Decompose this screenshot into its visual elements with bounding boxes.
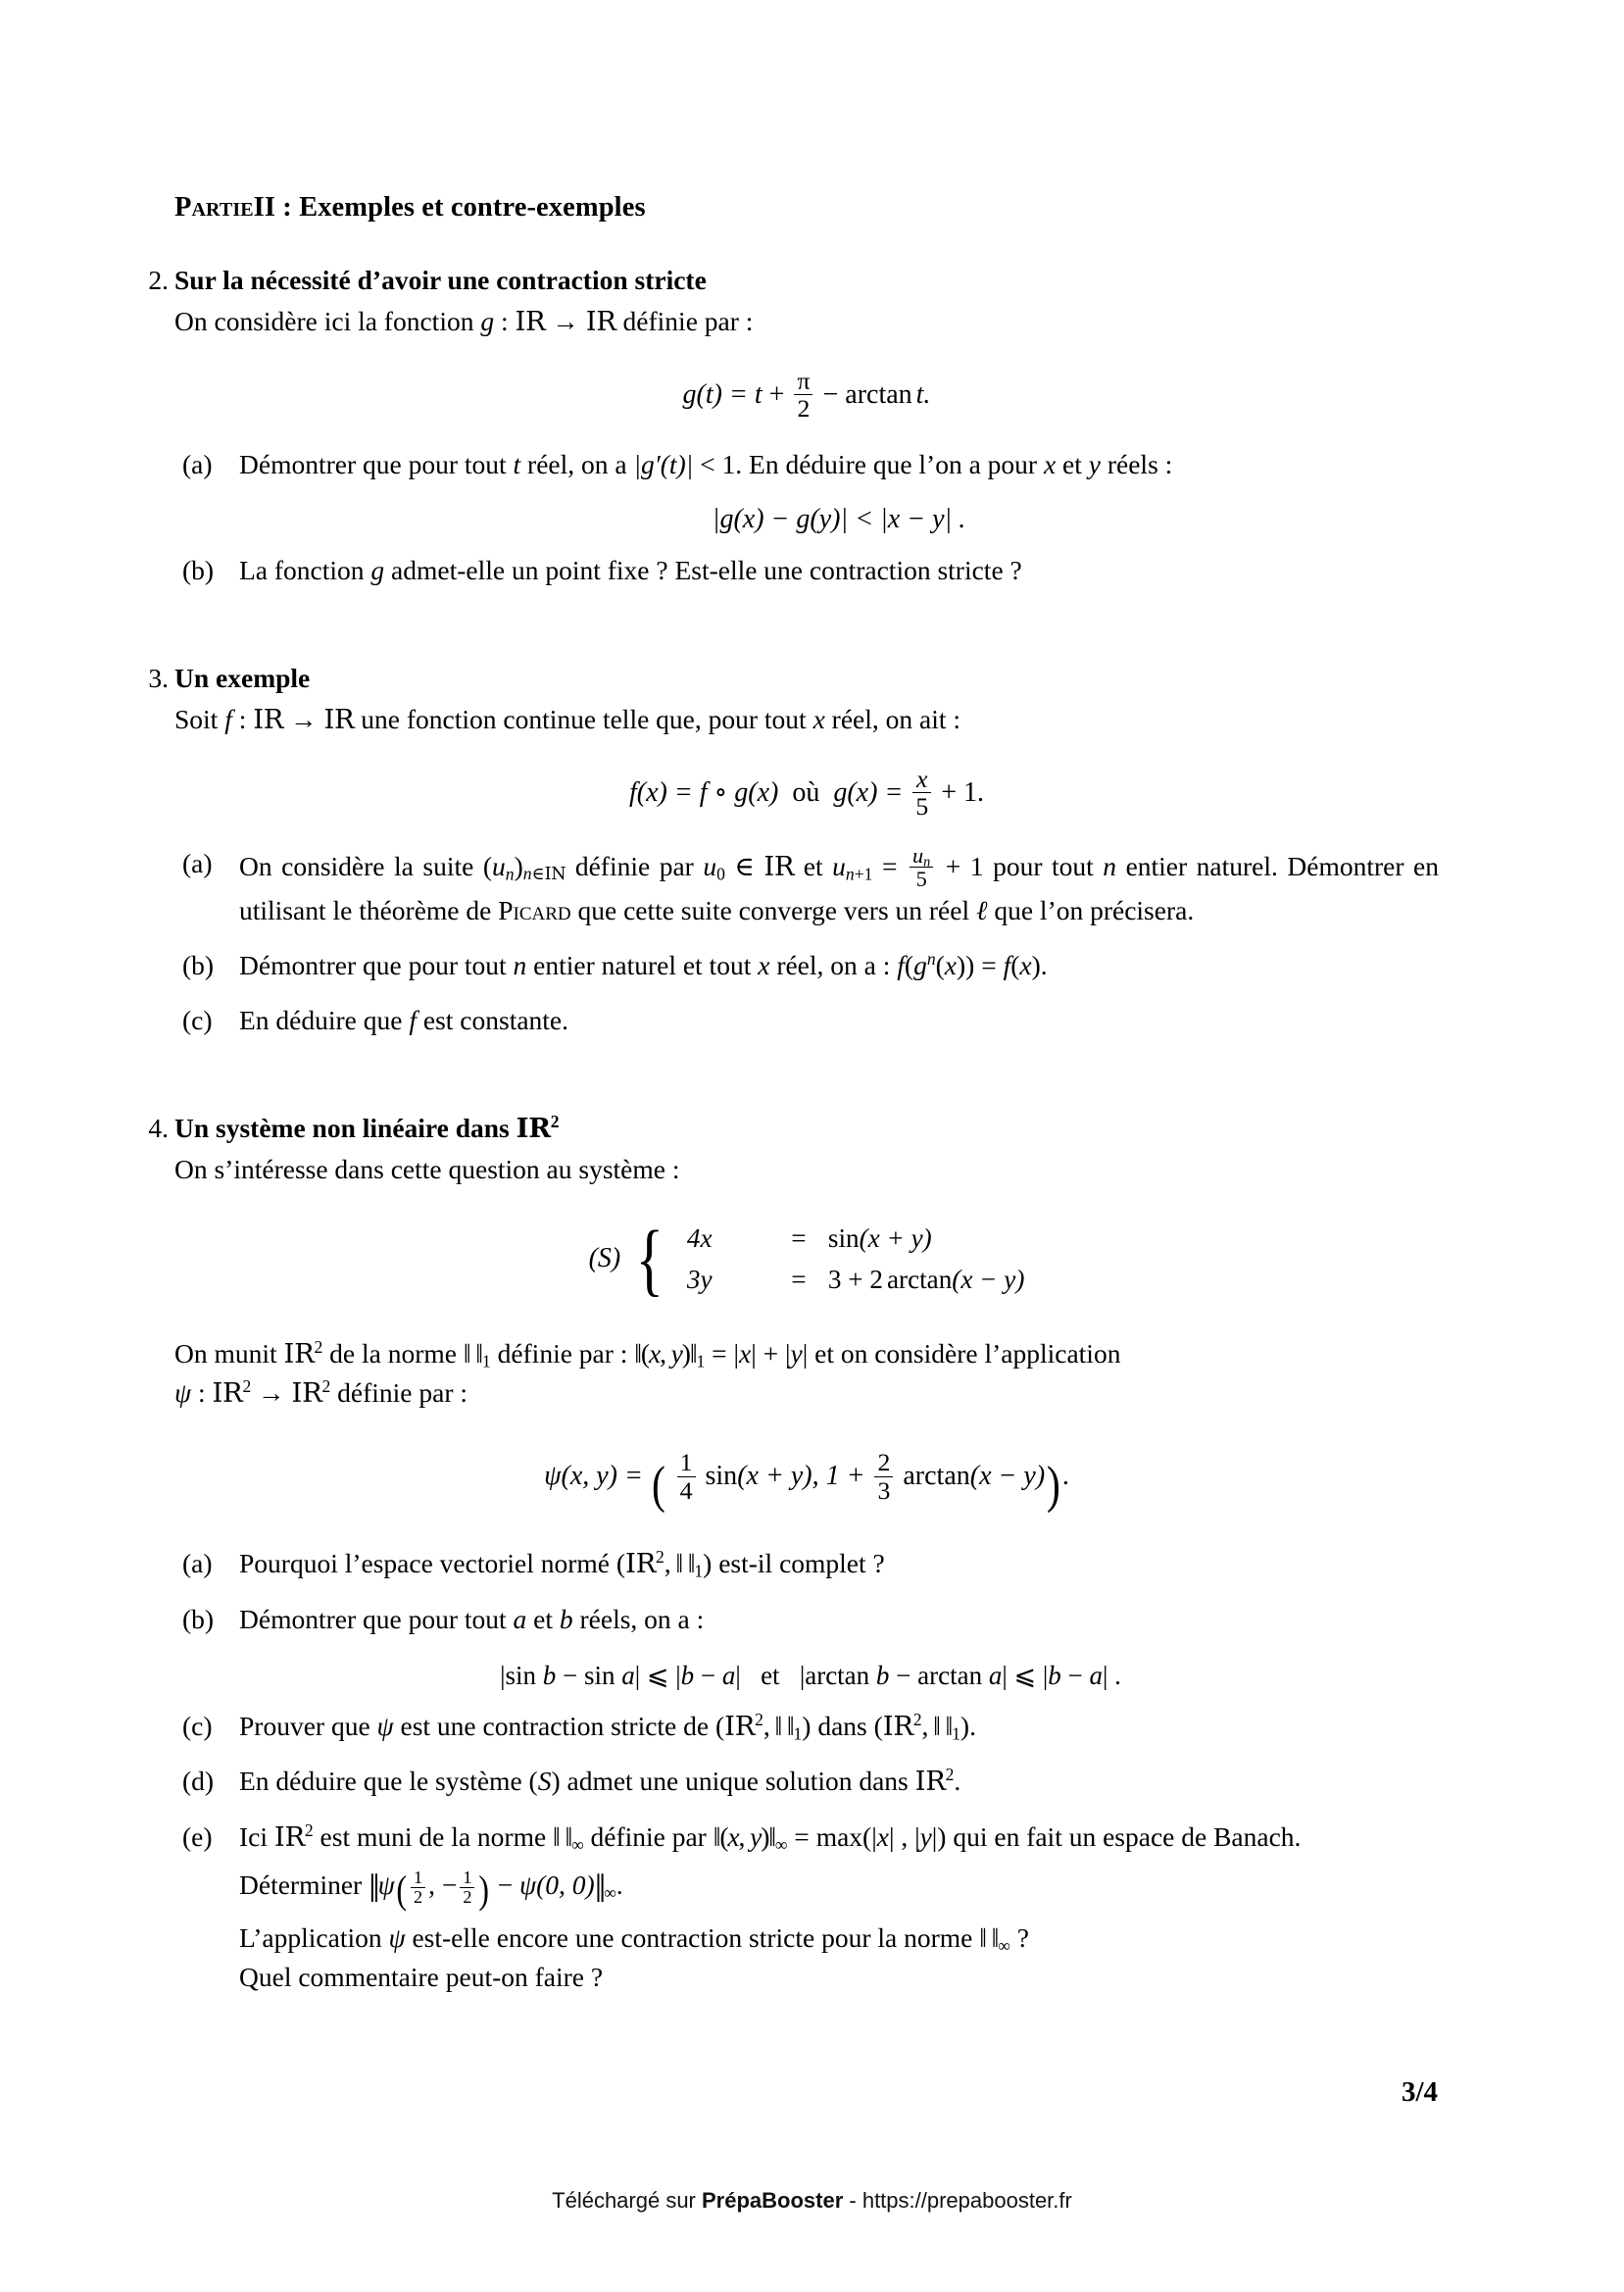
q3-c-text-1: En déduire que [239, 1004, 410, 1035]
q4-item-c [174, 1707, 1439, 1747]
table-row [671, 1259, 1025, 1300]
q2-a-text-1: Démontrer que pour tout [239, 449, 514, 480]
q4-norm-power: 2 [314, 1336, 323, 1357]
q2-intro-reals-1: IR [515, 306, 546, 337]
q2-b-text-1: La fonction [239, 555, 371, 586]
q2-eq-minus: − [822, 378, 839, 410]
q3-item-a [174, 844, 1439, 930]
q2-intro-text-b: définie par : [615, 306, 754, 336]
q4-e-line2-paren-close: ) [478, 1867, 490, 1912]
q4-norm-bars-sub: 1 [481, 1351, 491, 1371]
q3-a-text-1: On considère la suite [239, 850, 483, 881]
q4-e-line3-text-2: est-elle encore une contraction stricte pour la norme [405, 1921, 980, 1953]
q4-psi-display [174, 1448, 1439, 1514]
q2-a-text-2: réel, on a [520, 449, 634, 480]
q4-psi-frac2-den: 3 [874, 1476, 893, 1504]
q4-heading-power: 2 [550, 1111, 560, 1131]
q4-psi-display-lhs: ψ(x, y) = [544, 1461, 643, 1492]
left-paren-icon: ( [651, 1455, 665, 1514]
q4-psi-fraction-1 [677, 1449, 696, 1504]
q4-e-reals: IR [273, 1821, 305, 1854]
right-paren-icon: ) [1047, 1455, 1060, 1514]
q4-e-line2-end: . [615, 1868, 623, 1900]
q3-a-text-5: entier naturel. Démontrer en utilisant le théorème de [239, 850, 1440, 925]
question-2-number: 2. [148, 265, 169, 295]
q4-sys-row1-eq: = [791, 1265, 807, 1295]
q2-a-text-5: réels : [1100, 449, 1173, 480]
q3-b-n: n [513, 949, 527, 980]
question-2-heading: Sur la nécessité d’avoir une contraction stricte [174, 265, 707, 295]
q3-b-math: $f(g^n(x)) = f(x)$. [897, 948, 1048, 980]
q3-intro-x: x [812, 704, 825, 735]
q2-eq-lhs: g(t) = [682, 378, 748, 410]
q4-a-reals: IR [625, 1547, 656, 1579]
q4-e-bars: ‖ ‖ [553, 1821, 572, 1853]
q4-norm-def-eq: = |x| + |y| [705, 1337, 809, 1369]
q4-c-psi: ψ [376, 1710, 394, 1741]
q3-item-c [174, 1001, 1439, 1040]
q4-psi-power-2: 2 [321, 1376, 331, 1397]
q4-item-e [174, 1818, 1439, 1996]
q2-intro-text-a: On considère ici la fonction [174, 306, 481, 336]
q4-norm-text-3: définie par : [490, 1337, 635, 1369]
q4-e-line3-text-3: ? [1009, 1921, 1029, 1953]
q4-c-text-1: Prouver que [239, 1710, 377, 1741]
q2-a-text-4: et [1056, 449, 1089, 480]
q4-sys-row0-lhs: 4x [686, 1223, 713, 1254]
q4-c-text-6: ). [960, 1710, 976, 1741]
q3-a-text-4: pour tout [983, 850, 1104, 881]
left-brace-icon: { [635, 1213, 664, 1304]
q3-intro-reals-1: IR [253, 704, 284, 736]
q4-psi-symbol: ψ [174, 1377, 192, 1409]
q4-a-text-2: , ‖ ‖ [664, 1547, 695, 1578]
q2-b-text-2: admet-elle un point fixe ? Est-elle une contraction stricte ? [384, 555, 1022, 586]
q4-e-text-4: qui en fait un espace de Banach. [946, 1821, 1302, 1853]
q4-e-def: ‖(x, y)‖ [713, 1821, 775, 1853]
q3-eq-ou: où [792, 776, 820, 808]
q2-a-text-3: < 1. En déduire que l’on a pour [693, 449, 1044, 480]
q2-eq-frac-den: 2 [794, 394, 812, 422]
q2-a-abs: |g′(t)| [633, 449, 694, 480]
q4-e-line3-sub: ∞ [998, 1935, 1010, 1956]
question-3-number: 3. [148, 663, 169, 694]
q3-b-text-1: Démontrer que pour tout [239, 949, 514, 980]
q2-eq-frac-num: π [797, 366, 811, 395]
q4-d-text-1: En déduire que le système ( [239, 1766, 538, 1797]
q4-a-text-1: Pourquoi l’espace vectoriel normé ( [239, 1547, 626, 1578]
q4-norm-reals: IR [283, 1337, 315, 1370]
q4-e-line-2 [239, 1860, 1439, 1918]
q3-a-recurrence: $u_{n+1}$ = $\frac{u_n}{5}$ + 1 [832, 842, 984, 892]
q3-a-text-7: que l’on précisera. [987, 894, 1195, 925]
question-4 [148, 1111, 1439, 1997]
footer-prefix: Téléchargé sur [552, 2188, 702, 2213]
q4-e-line2-frac-2 [460, 1868, 474, 1908]
q4-item-e-label: (e) [182, 1821, 213, 1853]
q3-intro-colon: : [231, 704, 254, 735]
q4-e-text-1: Ici [239, 1821, 274, 1853]
q4-d-reals: IR [914, 1766, 946, 1798]
q2-a-t: t [513, 449, 521, 480]
q4-c-sub-2: 1 [952, 1723, 960, 1744]
q4-psi-reals-2: IR [291, 1377, 322, 1410]
q4-e-line2-comma: , − [428, 1868, 458, 1900]
q4-c-text-5: , ‖ ‖ [921, 1710, 953, 1741]
q3-a-picard: Picard [498, 894, 571, 925]
q4-norm-text-2: de la norme [322, 1337, 464, 1369]
footer-attribution [0, 2188, 1624, 2214]
question-4-intro: On s’intéresse dans cette question au système : [174, 1153, 680, 1184]
q2-item-b-label: (b) [182, 555, 215, 586]
q3-a-sequence: $(u_n)_{n\in IN}$ [482, 850, 566, 885]
q4-e-power: 2 [304, 1820, 314, 1841]
q4-psi-fraction-2 [874, 1449, 893, 1504]
q3-item-c-label: (c) [182, 1004, 213, 1035]
q3-eq-lhs: f(x) = f ∘ g(x) [629, 776, 779, 808]
q4-b-display-et: et [761, 1660, 780, 1690]
q4-b-display-2: |arctan b − arctan a| ⩽ |b − a| . [799, 1660, 1121, 1690]
q4-e-line2-norm-close: ‖ [594, 1866, 605, 1912]
q4-c-reals-1: IR [724, 1710, 756, 1742]
q3-a-text-2: définie par [566, 850, 704, 881]
q3-intro-f: f [224, 704, 232, 735]
question-4-number: 4. [148, 1112, 169, 1143]
q4-sys-row0-fn: sin [827, 1223, 860, 1254]
q4-c-text-3: , ‖ ‖ [763, 1710, 794, 1741]
q2-intro-arrow: → [545, 306, 586, 336]
q4-d-text-2: ) admet une unique solution dans [551, 1766, 915, 1797]
q4-e-line3-psi: ψ [388, 1921, 406, 1953]
page-content [148, 192, 1440, 1997]
q4-psi-frac1-num: 1 [679, 1448, 693, 1477]
q2-eq-arctan: arctan [845, 378, 912, 410]
q4-c-power-1: 2 [755, 1709, 763, 1729]
q4-system [588, 1213, 1025, 1304]
q4-d-power: 2 [945, 1765, 955, 1785]
q2-intro-colon: : [494, 306, 516, 336]
q2-item-a [174, 445, 1439, 533]
q3-a-text-6: que cette suite converge vers un réel [570, 894, 976, 925]
q3-eq-fraction [912, 766, 931, 821]
q4-sys-row1-lhs: 3y [686, 1265, 713, 1295]
q2-item-a-label: (a) [182, 449, 213, 480]
q4-e-line3-text-1: L’application [239, 1921, 389, 1953]
q3-b-text-3: réel, on a : [769, 949, 898, 980]
page-number: 3/4 [1401, 2076, 1438, 2108]
q4-e-line2-paren-open: ( [396, 1867, 407, 1912]
footer-brand: PrépaBooster [702, 2188, 844, 2213]
q4-b-display-1: |sin b − sin a| ⩽ |b − a| [500, 1660, 741, 1690]
q4-psi-end: . [1061, 1461, 1069, 1492]
q4-e-line-3 [239, 1918, 1439, 1958]
q4-b-a: a [513, 1603, 527, 1634]
q2-a-display-equation: |g(x) − g(y)| < |x − y| . [712, 504, 966, 535]
question-3-intro [174, 700, 1439, 740]
q2-eq-plus: + [768, 378, 785, 410]
q4-norm-bars: ‖ ‖ [463, 1337, 482, 1369]
q4-e-line2-frac2-num: 1 [463, 1867, 472, 1887]
q2-eq-fraction [794, 368, 812, 423]
q4-e-line-4: Quel commentaire peut-on faire ? [239, 1961, 604, 1992]
q3-intro-text-b: une fonction continue telle que, pour tout [354, 704, 813, 735]
q3-intro-text-a: Soit [174, 704, 225, 735]
q3-item-a-label: (a) [182, 847, 213, 878]
q4-e-line2-minus: − [497, 1868, 514, 1900]
footer-url: - https://prepabooster.fr [843, 2188, 1072, 2213]
q4-psi-reals-1: IR [212, 1377, 243, 1410]
q3-item-b [174, 946, 1439, 985]
q4-e-def-eq: = max(|x| , |y|) [787, 1821, 947, 1853]
q4-sys-row1-arg: (x − y) [952, 1265, 1025, 1295]
q3-eq-frac-den: 5 [912, 792, 931, 820]
q4-e-def-sub: ∞ [774, 1834, 788, 1855]
q2-item-b [174, 551, 1439, 590]
q4-psi-arrow: → [251, 1377, 292, 1409]
q2-b-g: g [370, 555, 385, 586]
q4-psi-frac1-den: 4 [677, 1476, 696, 1504]
q4-norm-paragraph [174, 1334, 1439, 1415]
q3-intro-text-c: réel, on ait : [824, 704, 961, 735]
q4-item-a-label: (a) [182, 1547, 213, 1578]
part-title [174, 192, 1439, 224]
q3-eq-tail: + 1. [941, 776, 984, 808]
q4-e-line2-text: Déterminer [239, 1868, 369, 1900]
q4-norm-def: ‖(x, y)‖ [634, 1337, 697, 1369]
q4-e-line2-frac2-den: 2 [460, 1887, 474, 1907]
q4-psi-tail: définie par : [330, 1377, 468, 1409]
q4-psi-colon: : [191, 1377, 213, 1409]
q4-a-text-3: ) est-il complet ? [703, 1547, 885, 1578]
q2-eq-t: t [754, 378, 763, 410]
q4-psi-power-1: 2 [242, 1376, 252, 1397]
q4-c-reals-2: IR [882, 1710, 913, 1742]
question-2-sublist [174, 445, 1439, 590]
q4-sys-row0-arg: (x + y) [859, 1223, 932, 1254]
table-row [671, 1218, 1025, 1259]
question-3 [148, 663, 1440, 1039]
q3-a-text-3: et [794, 850, 833, 881]
q3-c-f: f [409, 1004, 417, 1035]
q3-intro-reals-2: IR [323, 704, 355, 736]
q4-e-line3-bars: ‖ ‖ [979, 1921, 999, 1953]
q4-a-sub: 1 [694, 1561, 704, 1581]
q4-item-b [174, 1600, 1439, 1689]
q4-a-power: 2 [656, 1546, 664, 1567]
q3-display-equation [174, 766, 1439, 821]
question-4-sublist [174, 1544, 1439, 1997]
q4-e-text-2: est muni de la norme [313, 1821, 554, 1853]
q3-intro-arrow: → [283, 704, 324, 735]
q4-system-display [174, 1213, 1439, 1304]
q2-intro-g: g [480, 306, 495, 336]
q4-item-a [174, 1544, 1439, 1584]
q4-heading-text: Un système non linéaire dans [174, 1112, 517, 1143]
q4-psi-arctan: arctan [903, 1461, 970, 1492]
q4-e-line2-norm-open: ‖ [369, 1866, 378, 1912]
q3-b-text-2: entier naturel et tout [526, 949, 759, 980]
q3-eq-rhs-head: g(x) = [833, 776, 904, 808]
q4-c-text-4: ) dans ( [802, 1710, 883, 1741]
q4-item-d-label: (d) [182, 1766, 215, 1797]
question-2 [148, 265, 1439, 590]
q4-psi-frac2-num: 2 [877, 1448, 891, 1477]
q4-psi-sin: sin [705, 1461, 738, 1492]
q3-a-ell: ℓ [976, 894, 988, 925]
q4-item-c-label: (c) [182, 1710, 213, 1741]
q4-psi-sin-arg: (x + y), 1 + [737, 1461, 865, 1492]
q4-sys-row1-fn: arctan [886, 1265, 953, 1295]
q3-item-b-label: (b) [182, 949, 215, 980]
q4-d-text-3: . [954, 1766, 961, 1797]
q4-e-line2-psi2: ψ(0, 0) [519, 1868, 595, 1900]
q2-a-x: x [1043, 449, 1057, 480]
q2-eq-var: t. [915, 378, 931, 410]
question-2-intro [174, 302, 1439, 342]
q3-b-x: x [758, 949, 770, 980]
q2-a-y: y [1088, 449, 1101, 480]
q4-d-S: S [537, 1766, 552, 1797]
q4-psi-arctan-arg: (x − y) [969, 1461, 1046, 1492]
q3-a-n: n [1103, 850, 1117, 881]
q4-e-line2-frac-1 [411, 1868, 425, 1908]
q4-c-text-2: est une contraction stricte de ( [393, 1710, 725, 1741]
q4-system-rows [671, 1218, 1025, 1300]
q4-b-text-2: et [526, 1603, 560, 1634]
q4-sys-row1-pre: 3 + 2 [827, 1265, 883, 1295]
q4-c-sub-1: 1 [793, 1723, 803, 1744]
question-3-sublist [174, 844, 1439, 1040]
part-title-rest: II : Exemples et contre-exemples [253, 192, 646, 223]
q4-norm-text-4: et on considère l’application [808, 1337, 1121, 1369]
q4-heading-reals: IR [516, 1112, 551, 1144]
q4-e-line2-psi: ψ [377, 1868, 395, 1900]
q4-norm-def-sub: 1 [696, 1351, 706, 1371]
q4-e-bars-sub: ∞ [571, 1834, 584, 1855]
q3-c-text-2: est constante. [416, 1004, 569, 1035]
q4-e-line2-frac1-den: 2 [411, 1887, 425, 1907]
q3-eq-frac-num: x [916, 765, 928, 794]
q4-norm-text-1: On munit [174, 1337, 284, 1369]
q4-item-b-label: (b) [182, 1603, 215, 1634]
question-3-heading: Un exemple [174, 663, 311, 694]
q4-b-text-3: réels, on a : [572, 1603, 705, 1634]
q2-display-equation [174, 368, 1439, 423]
q4-e-line2-frac1-num: 1 [414, 1867, 423, 1887]
q4-b-text-1: Démontrer que pour tout [239, 1603, 514, 1634]
q4-b-b: b [559, 1603, 573, 1634]
question-4-heading [174, 1113, 1439, 1144]
q4-e-text-3: définie par [583, 1821, 714, 1853]
q4-system-label: (S) [588, 1243, 621, 1274]
q4-e-line2-sub: ∞ [604, 1882, 616, 1903]
part-title-smallcaps: Partie [174, 192, 254, 223]
q3-a-u0: $u_0$ ∈ IR [703, 850, 795, 884]
q4-c-power-2: 2 [912, 1709, 922, 1729]
q4-item-d [174, 1762, 1439, 1802]
q2-intro-reals-2: IR [585, 306, 616, 337]
q4-sys-row0-eq: = [791, 1223, 807, 1254]
